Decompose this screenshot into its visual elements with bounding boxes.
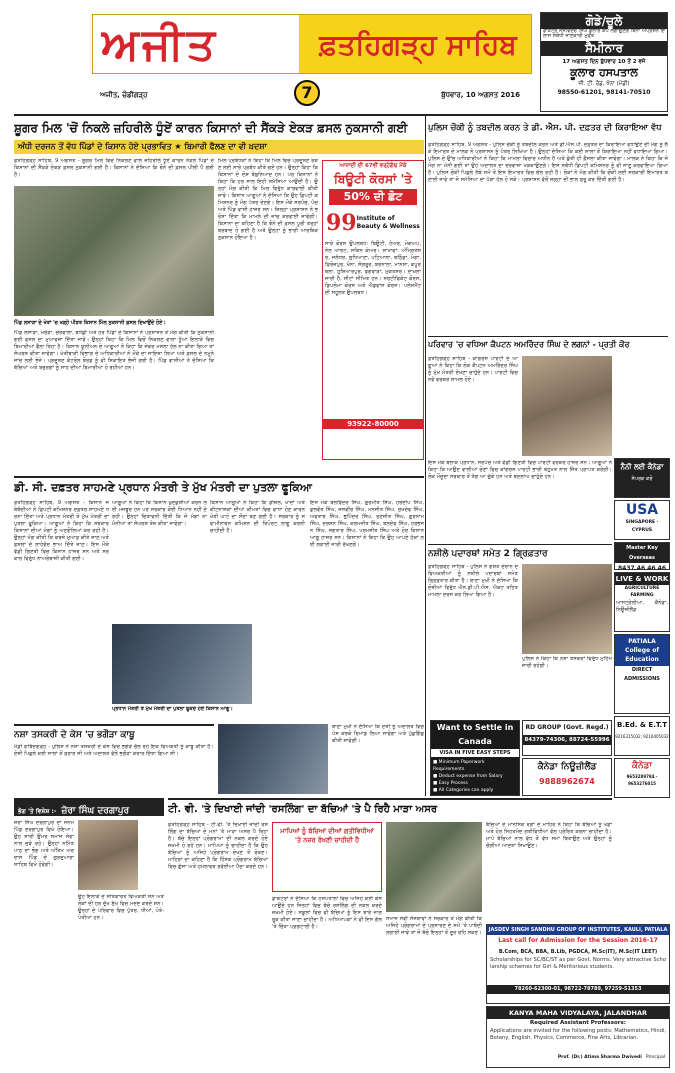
story6-photo bbox=[386, 822, 482, 912]
story4-body: ਫ਼ਤਹਿਗੜ੍ਹ ਸਾਹਿਬ - ਪੁਲਿਸ ਨੇ ਗਸ਼ਤ ਦੌਰਾਨ ਦੋ ਵਿਅਕਤੀਆਂ ਨੂੰ ਨਸ਼ੀਲੇ ਪਦਾਰਥਾਂ ਸਮੇਤ ਗ੍ਰਿਫ਼ਤਾਰ ਕੀਤਾ ਹੈ। ਥਾਣਾ ਮੁਖੀ ਨੇ ਦੱਸਿਆ ਕਿ ਦੋਸ਼ੀਆਂ ਵਿਰੁੱਧ ਐਨ.ਡੀ.ਪੀ.ਐਸ. ਐਕਟ ਤਹਿਤ ਮਾਮਲਾ ਦਰਜ ਕਰ ਲਿਆ ਗਿਆ ਹੈ। bbox=[428, 564, 518, 598]
classified-rd-group-phone: 84379-74306, 88724-55996 bbox=[524, 737, 610, 743]
lead-photo-caption: ਪਿੰਡ ਲਸਾੜਾ ਦੇ ਖੇਤਾਂ 'ਚ ਖੜ੍ਹੇ ਪੀੜਤ ਕਿਸਾਨ ਮਿੱਲ ਨੁਕਸਾਨੀ ਫ਼ਸਲ ਦਿਖਾਉਂਦੇ ਹੋਏ। bbox=[14, 320, 166, 326]
beauty-ad-logo-number: 99 bbox=[326, 210, 357, 236]
story5-body-2: ਥਾਣਾ ਮੁਖੀ ਨੇ ਦੱਸਿਆ ਕਿ ਦੋਸ਼ੀ ਨੂੰ ਅਦਾਲਤ ਵਿਚ ਪੇਸ਼ ਕਰਕੇ ਰਿਮਾਂਡ ਲਿਆ ਜਾਵੇਗਾ ਅਤੇ ਪੁੱਛਗਿੱਛ ਕੀਤੀ ਜਾਵੇਗੀ। bbox=[332, 724, 424, 744]
knee-seminar-ad[interactable]: ਗੋਡੇ/ਚੂਲੇ ਡਾਕਟਰ ਜਸਵਿੰਦਰ ਸਿੰਘ ਕੂਲਾਰ ਕੈਂਪ ਲਗਾਉਣਗੇ ਬਿਨਾਂ ਅਪ੍ਰੇਸ਼ਨ ਇਲਾਜ ਸੰਬੰਧੀ ਜਾਣਕਾਰੀ ਮੁਫ਼ਤ ਸੈਮੀਨਾਰ 17 ਅਗਸਤ ਦਿਨ ਬੁੱਧਵਾਰ 10 ਤੋਂ 2 ਵਜੇ ਕੂਲਾਰ ਹਸਪਤਾਲ ਜੀ. ਟੀ. ਰੋਡ, ਖੰਨਾ (ਮੰਡੀ) 98550-61201, 98141-70510 bbox=[540, 12, 668, 112]
lead-body-col2: ਪਿੰਡ ਲਸਾੜਾ, ਖਰੌੜਾ, ਚੌਰਵਾਲਾ, ਬਧੌਛੀ ਅਤੇ ਹੋਰ ਪਿੰਡਾਂ ਦੇ ਕਿਸਾਨਾਂ ਨੇ ਪ੍ਰਸ਼ਾਸਨ ਤੋਂ ਮੰਗ ਕੀਤੀ ਕਿ ਨੁਕਸਾਨੀ ਗਈ ਫ਼ਸਲ ਦਾ ਮੁਆਵਜ਼ਾ ਦਿੱਤਾ ਜਾਵੇ। ਉਨ੍ਹਾਂ ਕਿਹਾ ਕਿ ਮਿਲ ਵਿਚੋਂ ਨਿਕਲਣ ਵਾਲਾ ਧੂੰਆਂ ਇਲਾਕੇ ਵਿਚ ਬਿਮਾਰੀਆਂ ਫੈਲਾ ਰਿਹਾ ਹੈ। ਕਿਸਾਨ ਯੂਨੀਅਨ ਦੇ ਆਗੂਆਂ ਨੇ ਕਿਹਾ ਕਿ ਜੇਕਰ ਮਸਲਾ ਹੱਲ ਨਾ ਕੀਤਾ ਗਿਆ ਤਾਂ ਸੰਘਰਸ਼ ਕੀਤਾ ਜਾਵੇਗਾ। ਖੇਤੀਬਾੜੀ ਵਿਭਾਗ ਦੇ ਅਧਿਕਾਰੀਆਂ ਨੇ ਮੌਕੇ ਦਾ ਜਾਇਜ਼ਾ ਲਿਆ ਅਤੇ ਫ਼ਸਲ ਦੇ ਨਮੂਨੇ ਜਾਂਚ ਲਈ ਭੇਜੇ। ਪ੍ਰਦੂਸ਼ਣ ਕੰਟਰੋਲ ਬੋਰਡ ਨੂੰ ਵੀ ਸ਼ਿਕਾਇਤ ਭੇਜੀ ਗਈ ਹੈ। ਪਿੰਡ ਵਾਸੀਆਂ ਨੇ ਦੱਸਿਆ ਕਿ ਬੱਚਿਆਂ ਅਤੇ ਬਜ਼ੁਰਗਾਂ ਨੂੰ ਸਾਹ ਦੀਆਂ ਬਿਮਾਰੀਆਂ ਹੋ ਰਹੀਆਂ ਹਨ। bbox=[14, 330, 214, 371]
classified-master-key-title: Master Key Overseas bbox=[626, 545, 658, 561]
classified-canada-nz-phone: 9888962674 bbox=[539, 777, 595, 786]
story6-body-col4: ਬੱਚਿਆਂ ਦੇ ਮਾਨਸਿਕ ਰੋਗਾਂ ਦੇ ਮਾਹਿਰ ਨੇ ਕਿਹਾ ਕਿ ਬੱਚਿਆਂ ਨੂੰ ਖੇਡਾਂ ਅਤੇ ਹੋਰ ਸਿਹਤਮੰਦ ਗਤੀਵਿਧੀਆਂ ਵੱਲ ਪ੍ਰੇਰਿਤ ਕਰਨਾ ਚਾਹੀਦਾ ਹੈ। ਮਾਪੇ ਬੱਚਿਆਂ ਨਾਲ ਵੱਧ ਤੋਂ ਵੱਧ ਸਮਾਂ ਬਿਤਾਉਣ ਅਤੇ ਉਨ੍ਹਾਂ ਨੂੰ ਚੰਗੀਆਂ ਆਦਤਾਂ ਸਿਖਾਉਣ। bbox=[486, 822, 612, 849]
classified-bed-ett-phone: 9216315032, 9216405032 bbox=[615, 734, 669, 739]
sandhu-ad-courses: B.Com, BCA, BBA, B.Lib, PGDCA, M.Sc(IT), M.Sc(IT LEET) bbox=[498, 949, 658, 955]
story6-body-col3: ਸਮਾਜ ਸੇਵੀ ਸੰਸਥਾਵਾਂ ਨੇ ਸਰਕਾਰ ਤੋਂ ਮੰਗ ਕੀਤੀ ਕਿ ਅਜਿਹੇ ਪ੍ਰੋਗਰਾਮਾਂ ਦੇ ਪ੍ਰਸਾਰਣ ਦੇ ਸਮੇਂ 'ਤੇ ਪਾਬੰਦੀ ਲਗਾਈ ਜਾਵੇ ਤਾਂ ਜੋ ਬੱਚੇ ਇਨ੍ਹਾਂ ਤੋਂ ਦੂਰ ਰਹਿ ਸਕਣ। bbox=[386, 916, 482, 936]
beauty-ad-top: ਆਜ਼ਾਦੀ ਦੀ 67ਵੀਂ ਵਰ੍ਹੇਗੰਢ ਮੌਕੇ bbox=[339, 163, 407, 169]
right-story-body: ਫ਼ਤਹਿਗੜ੍ਹ ਸਾਹਿਬ, 9 ਅਗਸਤ - ਪੁਲਿਸ ਚੌਕੀ ਨੂੰ ਤਬਦੀਲ ਕਰਨ ਅਤੇ ਡੀ.ਐਸ.ਪੀ. ਦਫ਼ਤਰ ਦਾ ਕਿਰਾਇਆ ਵਧਾਉਣ ਦੀ ਮੰਗ ਨੂੰ ਲੈ ਕੇ ਇਮਾਰਤ ਦੇ ਮਾਲਕ ਨੇ ਪ੍ਰਸ਼ਾਸਨ ਨੂੰ ਪੱਤਰ ਲਿਖਿਆ ਹੈ। ਉਨ੍ਹਾਂ ਦੱਸਿਆ ਕਿ ਕਈ ਸਾਲਾਂ ਤੋਂ ਕਿਰਾਇਆ ਨਹੀਂ ਵਧਾਇਆ ਗਿਆ। ਪੁਲਿਸ ਦੇ ਉੱਚ ਅਧਿਕਾਰੀਆਂ ਨੇ ਕਿਹਾ ਕਿ ਮਾਮਲਾ ਵਿਚਾਰ ਅਧੀਨ ਹੈ ਅਤੇ ਛੇਤੀ ਹੀ ਫ਼ੈਸਲਾ ਕੀਤਾ ਜਾਵੇਗਾ। ਮਾਲਕ ਨੇ ਕਿਹਾ ਕਿ ਜੇ ਮੰਗ ਨਾ ਮੰਨੀ ਗਈ ਤਾਂ ਉਹ ਅਦਾਲਤ ਦਾ ਦਰਵਾਜ਼ਾ ਖੜਕਾਉਣਗੇ। ਇਸ ਸਬੰਧੀ ਡਿਪਟੀ ਕਮਿਸ਼ਨਰ ਨੂੰ ਵੀ ਜਾਣੂ ਕਰਵਾਇਆ ਗਿਆ ਹੈ। ਪੁਲਿਸ ਚੌਕੀ ਪਿਛਲੇ ਲੰਬੇ ਸਮੇਂ ਤੋਂ ਇਸ ਇਮਾਰਤ ਵਿਚ ਚੱਲ ਰਹੀ ਹੈ। ਲੋਕਾਂ ਨੇ ਮੰਗ ਕੀਤੀ ਕਿ ਚੌਕੀ ਲਈ ਸਰਕਾਰੀ ਇਮਾਰਤ ਬਣਾਈ ਜਾਵੇ ਤਾਂ ਜੋ ਸਮੱਸਿਆ ਦਾ ਪੱਕਾ ਹੱਲ ਹੋ ਸਕੇ। ਪ੍ਰਸ਼ਾਸਨ ਵੱਲੋਂ ਜਗ੍ਹਾ ਦੀ ਭਾਲ ਸ਼ੁਰੂ ਕਰ ਦਿੱਤੀ ਗਈ ਹੈ। bbox=[428, 142, 668, 183]
story2-body-col2: ਆਗੂਆਂ ਨੇ ਕਿਹਾ ਕਿ ਕਿਸਾਨ ਖ਼ੁਦਕੁਸ਼ੀਆਂ ਕਰਨ ਲਈ ਮਜਬੂਰ ਹਨ ਪਰ ਸਰਕਾਰ ਕੋਈ ਧਿਆਨ ਨਹੀਂ ਦੇ ਰਹੀ। ਉਨ੍ਹਾਂ ਚਿਤਾਵਨੀ ਦਿੱਤੀ ਕਿ ਜੇ ਮੰਗਾਂ ਨਾ ਮੰਨੀਆਂ ਤਾਂ ਸੰਘਰਸ਼ ਤੇਜ਼ ਕੀਤਾ ਜਾਵੇਗਾ। bbox=[112, 500, 207, 527]
classified-nanny-canada[interactable] bbox=[614, 458, 670, 498]
masthead-date: ਬੁੱਧਵਾਰ, 10 ਅਗਸਤ 2016 bbox=[441, 91, 520, 99]
kanya-ad-title: KANYA MAHA VIDYALAYA, JALANDHAR bbox=[487, 1007, 669, 1019]
classified-settle-canada[interactable]: Want to Settle in Canada VISA IN FIVE EASY STEPS ■ Minimum Paperwork Requirements ■ Deduct expense from Salary ■ Easy Process ■ All Categories can apply bbox=[430, 720, 520, 796]
story4-headline: ਨਸ਼ੀਲੇ ਪਦਾਰਥਾਂ ਸਮੇਤ 2 ਗ੍ਰਿਫ਼ਤਾਰ bbox=[428, 544, 612, 562]
classified-bed-ett-title: B.Ed. & E.T.T bbox=[616, 721, 667, 729]
masthead-brand: ਅਜੀਤ bbox=[101, 19, 218, 70]
story4-photo bbox=[522, 564, 612, 654]
beauty-ad-phone: 93922-80000 bbox=[323, 419, 423, 429]
story3-photo bbox=[522, 356, 612, 456]
classified-live-work-sub: AGRICULTURE FARMING bbox=[624, 586, 660, 598]
classified-canada-2[interactable] bbox=[614, 758, 670, 798]
sandhu-ad-phone: 78260-62300-01, 98722-78789, 97259-51353 bbox=[487, 985, 669, 994]
classified-canada-2-title: ਕੈਨੇਡਾ bbox=[631, 761, 653, 771]
story2-photo-caption: ਪ੍ਰਧਾਨ ਮੰਤਰੀ ਤੇ ਮੁੱਖ ਮੰਤਰੀ ਦਾ ਪੁਤਲਾ ਫੂਕਦੇ ਹੋਏ ਕਿਸਾਨ ਆਗੂ। bbox=[112, 706, 233, 712]
classified-master-key-phone: 8437 46 46 46 bbox=[615, 563, 669, 570]
story6-pullquote: ਮਾਪਿਆਂ ਨੂੰ ਬੱਚਿਆਂ ਦੀਆਂ ਗਤੀਵਿਧੀਆਂ 'ਤੇ ਨਜ਼ਰ ਰੱਖਣੀ ਚਾਹੀਦੀ ਹੈ bbox=[272, 822, 382, 892]
story2-body-col3: ਕਿਸਾਨ ਆਗੂਆਂ ਨੇ ਕਿਹਾ ਕਿ ਡੀਜ਼ਲ, ਖਾਦਾਂ ਅਤੇ ਕੀਟਨਾਸ਼ਕਾਂ ਦੀਆਂ ਕੀਮਤਾਂ ਵਿਚ ਵਾਧਾ ਹੋਣ ਕਾਰਨ ਖੇਤੀ ਘਾਟੇ ਦਾ ਸੌਦਾ ਬਣ ਗਈ ਹੈ। ਸਰਕਾਰ ਨੂੰ ਸਵਾਮੀਨਾਥਨ ਕਮਿਸ਼ਨ ਦੀ ਰਿਪੋਰਟ ਲਾਗੂ ਕਰਨੀ ਚਾਹੀਦੀ ਹੈ। bbox=[210, 500, 305, 534]
story5-body: ਮੰਡੀ ਗੋਬਿੰਦਗੜ੍ਹ - ਪੁਲਿਸ ਨੇ ਨਸ਼ਾ ਤਸਕਰੀ ਦੇ ਕੇਸ ਵਿਚ ਭਗੌੜੇ ਚੱਲ ਰਹੇ ਇਕ ਵਿਅਕਤੀ ਨੂੰ ਕਾਬੂ ਕੀਤਾ ਹੈ। ਦੋਸ਼ੀ ਪਿਛਲੇ ਕਈ ਸਾਲਾਂ ਤੋਂ ਫ਼ਰਾਰ ਸੀ ਅਤੇ ਅਦਾਲਤ ਵੱਲੋਂ ਭਗੌੜਾ ਕਰਾਰ ਦਿੱਤਾ ਗਿਆ ਸੀ। bbox=[14, 744, 214, 757]
story7-kicker: ਭੋਗ 'ਤੇ ਵਿਸ਼ੇਸ਼ :- bbox=[18, 808, 57, 815]
classified-usa-title: USA bbox=[625, 502, 659, 518]
story6-body-col2: ਡਾਕਟਰਾਂ ਨੇ ਦੱਸਿਆ ਕਿ ਹਸਪਤਾਲਾਂ ਵਿਚ ਅਜਿਹੇ ਕਈ ਕੇਸ ਆਉਂਦੇ ਹਨ ਜਿਨ੍ਹਾਂ ਵਿਚ ਬੱਚੇ ਰਸਲਿੰਗ ਦੀ ਨਕਲ ਕਰਦੇ ਜ਼ਖ਼ਮੀ ਹੋਏ। ਸਕੂਲਾਂ ਵਿਚ ਵੀ ਬੱਚਿਆਂ ਨੂੰ ਇਸ ਬਾਰੇ ਜਾਗਰੂਕ ਕੀਤਾ ਜਾਣਾ ਚਾਹੀਦਾ ਹੈ। ਅਧਿਆਪਕਾਂ ਨੇ ਵੀ ਇਸ ਗੱਲ 'ਤੇ ਚਿੰਤਾ ਪ੍ਰਗਟਾਈ ਹੈ। bbox=[272, 896, 382, 930]
classified-canada-nz[interactable] bbox=[522, 758, 612, 796]
story7-body-2: ਉਹ ਇਲਾਕੇ ਦੇ ਸਤਿਕਾਰਤ ਵਿਅਕਤੀ ਸਨ ਅਤੇ ਲੋਕਾਂ ਦੀ ਹਰ ਦੁੱਖ ਸੁੱਖ ਵਿਚ ਮਦਦ ਕਰਦੇ ਸਨ। ਉਨ੍ਹਾਂ ਦੇ ਪਰਿਵਾਰ ਵਿਚ ਪੁੱਤਰ, ਧੀਆਂ, ਪੋਤੇ-ਪੋਤੀਆਂ ਹਨ। bbox=[78, 894, 164, 921]
classified-master-key[interactable] bbox=[614, 542, 670, 570]
story3-headline: ਪਰਿਵਾਰ 'ਚ ਵਧਿਆ ਕੈਪਟਨ ਅਮਰਿੰਦਰ ਸਿੰਘ ਦੇ ਲਗਨਾਂ - ਪ੍ਰਤੀ ਕੌਰ bbox=[428, 336, 668, 352]
masthead bbox=[92, 14, 532, 74]
sandhu-group-ad[interactable]: JASDEV SINGH SANDHU GROUP OF INSTITUTES, KAULI, PATIALA Last call for Admission for the Session 2016-17 B.Com, BCA, BBA, B.Lib, PGDCA, M.Sc(IT), M.Sc(IT LEET) Scholarships for SC/BC/ST as per Govt. Norms. Very attractive Scholarship schemes for Girl & Meritorious students. 78260-62300-01, 98722-78789, 97259-51353 bbox=[486, 924, 670, 1004]
lead-subheadline: ਅੰਧੀ ਦਰਜਨ ਤੋਂ ਵੱਧ ਪਿੰਡਾਂ ਦੇ ਕਿਸਾਨ ਹੋਏ ਪ੍ਰਭਾਵਿਤ ★ ਬਿਮਾਰੀ ਫੈਲਣ ਦਾ ਵੀ ਖ਼ਦਸ਼ਾ bbox=[14, 140, 424, 154]
story5-headline: ਨਸ਼ਾ ਤਸਕਰੀ ਦੇ ਕੇਸ 'ਚ ਭਗੌੜਾ ਕਾਬੂ bbox=[14, 724, 214, 742]
story2-body-col1: ਫ਼ਤਹਿਗੜ੍ਹ ਸਾਹਿਬ, 9 ਅਗਸਤ - ਕਿਸਾਨ ਜਥੇਬੰਦੀਆਂ ਨੇ ਡਿਪਟੀ ਕਮਿਸ਼ਨਰ ਦਫ਼ਤਰ ਸਾਹਮਣੇ ਧਰਨਾ ਦਿੱਤਾ ਅਤੇ ਪ੍ਰਧਾਨ ਮੰਤਰੀ ਤੇ ਮੁੱਖ ਮੰਤਰੀ ਦਾ ਪੁਤਲਾ ਫੂਕਿਆ। ਆਗੂਆਂ ਨੇ ਕਿਹਾ ਕਿ ਸਰਕਾਰ ਕਿਸਾਨਾਂ ਦੀਆਂ ਮੰਗਾਂ ਨੂੰ ਅਣਗੌਲਿਆਂ ਕਰ ਰਹੀ ਹੈ। ਉਨ੍ਹਾਂ ਮੰਗ ਕੀਤੀ ਕਿ ਕਰਜ਼ੇ ਮੁਆਫ਼ ਕੀਤੇ ਜਾਣ ਅਤੇ ਫ਼ਸਲਾਂ ਦੇ ਲਾਹੇਵੰਦ ਭਾਅ ਦਿੱਤੇ ਜਾਣ। ਇਸ ਮੌਕੇ ਵੱਡੀ ਗਿਣਤੀ ਵਿਚ ਕਿਸਾਨ ਹਾਜ਼ਰ ਸਨ ਅਤੇ ਸਰਕਾਰ ਵਿਰੁੱਧ ਨਾਅਰੇਬਾਜ਼ੀ ਕੀਤੀ ਗਈ। bbox=[14, 500, 109, 562]
classified-patiala-sub: DIRECT ADMISSIONS bbox=[624, 667, 660, 682]
kanya-ad-role: Principal bbox=[645, 1055, 665, 1060]
kanya-ad-signatory: Prof. (Dr.) Atima Sharma Dwivedi bbox=[557, 1055, 642, 1060]
kanya-ad-sub: Required Assistant Professors: bbox=[530, 1020, 626, 1026]
story4-body-2: ਪੁਲਿਸ ਨੇ ਕਿਹਾ ਕਿ ਨਸ਼ਾ ਤਸਕਰਾਂ ਵਿਰੁੱਧ ਮੁਹਿੰਮ ਜਾਰੀ ਰਹੇਗੀ। bbox=[522, 656, 612, 669]
knee-ad-hospital: ਕੂਲਾਰ ਹਸਪਤਾਲ bbox=[570, 66, 638, 79]
page-number-badge bbox=[294, 80, 320, 106]
knee-ad-address: ਜੀ. ਟੀ. ਰੋਡ, ਖੰਨਾ (ਮੰਡੀ) bbox=[578, 81, 630, 87]
classified-patiala-college[interactable] bbox=[614, 634, 670, 714]
masthead-rule bbox=[14, 114, 668, 116]
story2-headline: ਡੀ. ਸੀ. ਦਫ਼ਤਰ ਸਾਹਮਣੇ ਪ੍ਰਧਾਨ ਮੰਤਰੀ ਤੇ ਮੁੱਖ ਮੰਤਰੀ ਦਾ ਪੁਤਲਾ ਫੂਕਿਆ bbox=[14, 476, 424, 496]
lead-body-col3: ਮਿਲ ਪ੍ਰਬੰਧਕਾਂ ਨੇ ਕਿਹਾ ਕਿ ਮਿਲ ਵਿਚ ਪ੍ਰਦੂਸ਼ਣ ਰੋਕਣ ਲਈ ਸਾਰੇ ਪ੍ਰਬੰਧ ਕੀਤੇ ਗਏ ਹਨ। ਉਨ੍ਹਾਂ ਕਿਹਾ ਕਿ ਕਿਸਾਨਾਂ ਦੇ ਦੋਸ਼ ਬੇਬੁਨਿਆਦ ਹਨ। ਪਰ ਕਿਸਾਨਾਂ ਨੇ ਕਿਹਾ ਕਿ ਹਰ ਸਾਲ ਇਹੀ ਸਮੱਸਿਆ ਆਉਂਦੀ ਹੈ। ਉਨ੍ਹਾਂ ਮੰਗ ਕੀਤੀ ਕਿ ਮਿਲ ਵਿਰੁੱਧ ਕਾਰਵਾਈ ਕੀਤੀ ਜਾਵੇ। ਕਿਸਾਨ ਆਗੂਆਂ ਨੇ ਦੱਸਿਆ ਕਿ ਉਹ ਡਿਪਟੀ ਕਮਿਸ਼ਨਰ ਨੂੰ ਮੰਗ ਪੱਤਰ ਦੇਣਗੇ। ਇਸ ਮੌਕੇ ਸਰਪੰਚ, ਪੰਚ ਅਤੇ ਪਿੰਡ ਵਾਸੀ ਹਾਜ਼ਰ ਸਨ। ਜ਼ਿਲ੍ਹਾ ਪ੍ਰਸ਼ਾਸਨ ਨੇ ਭਰੋਸਾ ਦਿੱਤਾ ਕਿ ਮਾਮਲੇ ਦੀ ਜਾਂਚ ਕਰਵਾਈ ਜਾਵੇਗੀ। ਕਿਸਾਨਾਂ ਦਾ ਕਹਿਣਾ ਹੈ ਕਿ ਝੋਨੇ ਦੀ ਫ਼ਸਲ ਪੂਰੀ ਤਰ੍ਹਾਂ ਬਰਬਾਦ ਹੋ ਗਈ ਹੈ ਅਤੇ ਉਨ੍ਹਾਂ ਨੂੰ ਭਾਰੀ ਆਰਥਿਕ ਨੁਕਸਾਨ ਹੋਇਆ ਹੈ। bbox=[218, 158, 318, 241]
beauty-ad-brand: Institute of Beauty & Wellness bbox=[356, 215, 420, 230]
classified-nanny-title: ਨੈਨੀ ਲਈ ਕੈਨੇਡਾ bbox=[620, 463, 664, 471]
story6-headline: ਟੀ. ਵੀ. 'ਤੇ ਦਿਖਾਈ ਜਾਂਦੀ 'ਰਸਲਿੰਗ' ਦਾ ਬੱਚਿਆਂ 'ਤੇ ਪੈ ਰਿਹੈ ਮਾੜਾ ਅਸਰ bbox=[168, 798, 612, 818]
classified-nanny-sub: ਸੰਪਰਕ ਕਰੋ bbox=[631, 476, 653, 482]
story7-headline: ਜ਼ੋਰਾ ਸਿੰਘ ਦਰਗਾਪੁਰ bbox=[61, 806, 130, 816]
page-number: 7 bbox=[301, 83, 313, 102]
kanya-vidyalaya-ad[interactable]: KANYA MAHA VIDYALAYA, JALANDHAR Required Assistant Professors: Applications are invited for the following posts: Mathematics, Hindi, Botany, English, Physics, Commerce, Fine Arts, Librarian. Prof. (Dr.) Atima Sharma Dwivedi Principal bbox=[486, 1006, 670, 1068]
classified-rd-group-title: RD GROUP (Govt. Regd.) bbox=[525, 724, 609, 731]
knee-ad-phone: 98550-61201, 98141-70510 bbox=[557, 89, 651, 96]
beauty-course-ad[interactable]: ਆਜ਼ਾਦੀ ਦੀ 67ਵੀਂ ਵਰ੍ਹੇਗੰਢ ਮੌਕੇ ਬਿਊਟੀ ਕੋਰਸਾਂ 'ਤੇ 50% ਦੀ ਛੋਟ 99 Institute of Beauty & Wellness ਸਾਰੇ ਕੋਰਸ ਉਪਲਬਧ: ਬਿਊਟੀ, ਹੇਅਰ, ਮੇਕਅਪ, ਨੇਲ ਆਰਟ, ਸਕਿਨ ਕੇਅਰ। ਸ਼ਾਖਾਵਾਂ: ਅੰਮ੍ਰਿਤਸਰ, ਜਲੰਧਰ, ਲੁਧਿਆਣਾ, ਪਟਿਆਲਾ, ਬਠਿੰਡਾ, ਮੋਗਾ, ਫ਼ਿਰੋਜ਼ਪੁਰ, ਖੰਨਾ, ਸੰਗਰੂਰ, ਬਰਨਾਲਾ, ਮਾਨਸਾ, ਕਪੂਰਥਲਾ, ਹੁਸ਼ਿਆਰਪੁਰ, ਫਗਵਾੜਾ, ਮੁਕਤਸਰ। ਦਾਖ਼ਲਾ ਜਾਰੀ ਹੈ, ਸੀਟਾਂ ਸੀਮਿਤ ਹਨ। ਸਰਟੀਫਿਕੇਟ ਕੋਰਸ, ਡਿਪਲੋਮਾ ਕੋਰਸ ਅਤੇ ਐਡਵਾਂਸ ਕੋਰਸ। ਪਲੇਸਮੈਂਟ ਦੀ ਸਹੂਲਤ ਉਪਲਬਧ। 93922-80000 bbox=[322, 160, 424, 460]
beauty-ad-offer: 50% ਦੀ ਛੋਟ bbox=[329, 189, 417, 205]
knee-ad-date: 17 ਅਗਸਤ ਦਿਨ ਬੁੱਧਵਾਰ 10 ਤੋਂ 2 ਵਜੇ bbox=[562, 59, 646, 65]
knee-ad-title: ਗੋਡੇ/ਚੂਲੇ bbox=[541, 13, 667, 29]
classified-bed-ett[interactable] bbox=[614, 716, 670, 756]
beauty-ad-title: ਬਿਊਟੀ ਕੋਰਸਾਂ 'ਤੇ bbox=[333, 172, 413, 186]
masthead-edition: ਫ਼ਤਹਿਗੜ੍ਹ ਸਾਹਿਬ bbox=[319, 28, 517, 61]
classified-canada-nz-title: ਕੈਨੇਡਾ ਨਿਊਜ਼ੀਲੈਂਡ bbox=[537, 762, 597, 772]
classified-canada-2-phone: 9653289784 · 9653276015 bbox=[626, 774, 658, 786]
classified-live-work[interactable]: LIVE & WORK AGRICULTURE FARMING ਆਸਟ੍ਰੇਲੀਆ, ਕੈਨੇਡਾ, ਨਿਊਜ਼ੀਲੈਂਡ bbox=[614, 572, 670, 632]
knee-ad-seminar: ਸੈਮੀਨਾਰ bbox=[541, 41, 667, 56]
story5-photo bbox=[218, 724, 328, 794]
column-divider-main bbox=[425, 116, 426, 796]
classified-live-work-title: LIVE & WORK bbox=[615, 575, 669, 583]
classified-rd-group[interactable] bbox=[522, 720, 612, 756]
sandhu-ad-call: Last call for Admission for the Session 2016-17 bbox=[498, 937, 658, 944]
story6-body-col1: ਫ਼ਤਹਿਗੜ੍ਹ ਸਾਹਿਬ - ਟੀ.ਵੀ. 'ਤੇ ਦਿਖਾਈ ਜਾਂਦੀ ਰਸਲਿੰਗ ਦਾ ਬੱਚਿਆਂ ਦੇ ਮਨਾਂ 'ਤੇ ਮਾੜਾ ਅਸਰ ਪੈ ਰਿਹਾ ਹੈ। ਬੱਚੇ ਇਨ੍ਹਾਂ ਪ੍ਰੋਗਰਾਮਾਂ ਦੀ ਨਕਲ ਕਰਦੇ ਹੋਏ ਜ਼ਖ਼ਮੀ ਹੋ ਰਹੇ ਹਨ। ਮਾਪਿਆਂ ਨੂੰ ਚਾਹੀਦਾ ਹੈ ਕਿ ਉਹ ਬੱਚਿਆਂ ਨੂੰ ਅਜਿਹੇ ਪ੍ਰੋਗਰਾਮ ਦੇਖਣ ਤੋਂ ਰੋਕਣ। ਮਾਹਿਰਾਂ ਦਾ ਕਹਿਣਾ ਹੈ ਕਿ ਹਿੰਸਕ ਪ੍ਰੋਗਰਾਮ ਬੱਚਿਆਂ ਵਿਚ ਗੁੱਸਾ ਅਤੇ ਹਮਲਾਵਰ ਰਵੱਈਆ ਪੈਦਾ ਕਰਦੇ ਹਨ। bbox=[168, 822, 268, 870]
story7-header bbox=[14, 798, 164, 816]
story7-body: ਜ਼ੋਰਾ ਸਿੰਘ ਦਰਗਾਪੁਰ ਦਾ ਜਨਮ ਪਿੰਡ ਦਰਗਾਪੁਰ ਵਿਖੇ ਹੋਇਆ। ਉਹ ਸਾਰੀ ਉਮਰ ਸਮਾਜ ਸੇਵਾ ਨਾਲ ਜੁੜੇ ਰਹੇ। ਉਨ੍ਹਾਂ ਨਮਿੱਤ ਪਾਠ ਦਾ ਭੋਗ ਅਤੇ ਅੰਤਿਮ ਅਰਦਾਸ ਪਿੰਡ ਦੇ ਗੁਰਦੁਆਰਾ ਸਾਹਿਬ ਵਿਖੇ ਹੋਵੇਗੀ। bbox=[14, 820, 74, 868]
story7-portrait bbox=[78, 820, 138, 890]
story2-photo bbox=[112, 624, 252, 704]
sandhu-ad-title: JASDEV SINGH SANDHU GROUP OF INSTITUTES, KAULI, PATIALA bbox=[488, 927, 668, 933]
classified-usa-sub: SINGAPORE · CYPRUS bbox=[625, 520, 659, 533]
story2-body-col4: ਇਸ ਮੌਕੇ ਬਲਵਿੰਦਰ ਸਿੰਘ, ਗੁਰਮੀਤ ਸਿੰਘ, ਹਰਦੀਪ ਸਿੰਘ, ਕੁਲਵੰਤ ਸਿੰਘ, ਜਸਵੀਰ ਸਿੰਘ, ਮਨਜੀਤ ਸਿੰਘ, ਸੁਖਦੇਵ ਸਿੰਘ, ਅਵਤਾਰ ਸਿੰਘ, ਭੁਪਿੰਦਰ ਸਿੰਘ, ਰਣਜੀਤ ਸਿੰਘ, ਗੁਰਨਾਮ ਸਿੰਘ, ਦਰਸ਼ਨ ਸਿੰਘ, ਕਰਮਜੀਤ ਸਿੰਘ, ਬਲਦੇਵ ਸਿੰਘ, ਹਰਭਜਨ ਸਿੰਘ, ਜਗਤਾਰ ਸਿੰਘ, ਪਰਮਜੀਤ ਸਿੰਘ ਅਤੇ ਹੋਰ ਕਿਸਾਨ ਆਗੂ ਹਾਜ਼ਰ ਸਨ। ਕਿਸਾਨਾਂ ਨੇ ਕਿਹਾ ਕਿ ਉਹ ਆਪਣੇ ਹੱਕਾਂ ਲਈ ਲੜਾਈ ਜਾਰੀ ਰੱਖਣਗੇ। bbox=[310, 500, 424, 548]
story3-body-2: ਇਸ ਮੌਕੇ ਬਲਾਕ ਪ੍ਰਧਾਨ, ਸਰਪੰਚ ਅਤੇ ਵੱਡੀ ਗਿਣਤੀ ਵਿਚ ਪਾਰਟੀ ਵਰਕਰ ਹਾਜ਼ਰ ਸਨ। ਆਗੂਆਂ ਨੇ ਕਿਹਾ ਕਿ ਆਉਣ ਵਾਲੀਆਂ ਚੋਣਾਂ ਵਿਚ ਕਾਂਗਰਸ ਪਾਰਟੀ ਭਾਰੀ ਬਹੁਮਤ ਨਾਲ ਜਿੱਤ ਪ੍ਰਾਪਤ ਕਰੇਗੀ। ਲੋਕ ਮੌਜੂਦਾ ਸਰਕਾਰ ਤੋਂ ਤੰਗ ਆ ਚੁੱਕੇ ਹਨ ਅਤੇ ਬਦਲਾਅ ਚਾਹੁੰਦੇ ਹਨ। bbox=[428, 460, 612, 480]
lead-headline: ਸ਼ੂਗਰ ਮਿਲ 'ਚੋਂ ਨਿਕਲੇ ਜ਼ਹਿਰੀਲੇ ਧੂੰਏਂ ਕਾਰਨ ਕਿਸਾਨਾਂ ਦੀ ਸੈਂਕੜੇ ਏਕੜ ਫ਼ਸਲ ਨੁਕਸਾਨੀ ਗਈ bbox=[14, 121, 408, 135]
classified-settle-canada-title: Want to Settle in Canada bbox=[436, 723, 514, 746]
story3-body: ਫ਼ਤਹਿਗੜ੍ਹ ਸਾਹਿਬ - ਕਾਂਗਰਸ ਪਾਰਟੀ ਦੇ ਆਗੂਆਂ ਨੇ ਕਿਹਾ ਕਿ ਲੋਕ ਕੈਪਟਨ ਅਮਰਿੰਦਰ ਸਿੰਘ ਨੂੰ ਮੁੱਖ ਮੰਤਰੀ ਦੇਖਣਾ ਚਾਹੁੰਦੇ ਹਨ। ਪਾਰਟੀ ਵਿਚ ਨਵੇਂ ਵਰਕਰ ਸ਼ਾਮਲ ਹੋਏ। bbox=[428, 356, 518, 383]
classified-patiala-title: PATIALA College of Education bbox=[615, 635, 669, 666]
classified-usa[interactable] bbox=[614, 500, 670, 540]
right-headline: ਪੁਲਿਸ ਚੌਕੀ ਨੂੰ ਤਬਦੀਲ ਕਰਨ ਤੇ ਡੀ. ਐਸ. ਪੀ. ਦਫ਼ਤਰ ਦੀ ਕਿਰਾਇਆ ਵੱਧ bbox=[428, 123, 662, 133]
lead-photo bbox=[14, 186, 214, 316]
masthead-location: ਅਜੀਤ, ਚੰਡੀਗੜ੍ਹ bbox=[100, 91, 148, 99]
lead-body-col1: ਫ਼ਤਹਿਗੜ੍ਹ ਸਾਹਿਬ, 9 ਅਗਸਤ - ਸ਼ੂਗਰ ਮਿਲ ਵਿਚੋਂ ਨਿਕਲਣ ਵਾਲੇ ਜ਼ਹਿਰੀਲੇ ਧੂੰਏਂ ਕਾਰਨ ਨੇੜਲੇ ਪਿੰਡਾਂ ਦੇ ਕਿਸਾਨਾਂ ਦੀ ਸੈਂਕੜੇ ਏਕੜ ਫ਼ਸਲ ਨੁਕਸਾਨੀ ਗਈ ਹੈ। ਕਿਸਾਨਾਂ ਨੇ ਦੱਸਿਆ ਕਿ ਝੋਨੇ ਦੀ ਫ਼ਸਲ ਪੀਲੀ ਪੈ ਗਈ ਹੈ। bbox=[14, 158, 214, 178]
classified-settle-canada-sub: VISA IN FIVE EASY STEPS bbox=[431, 749, 519, 757]
